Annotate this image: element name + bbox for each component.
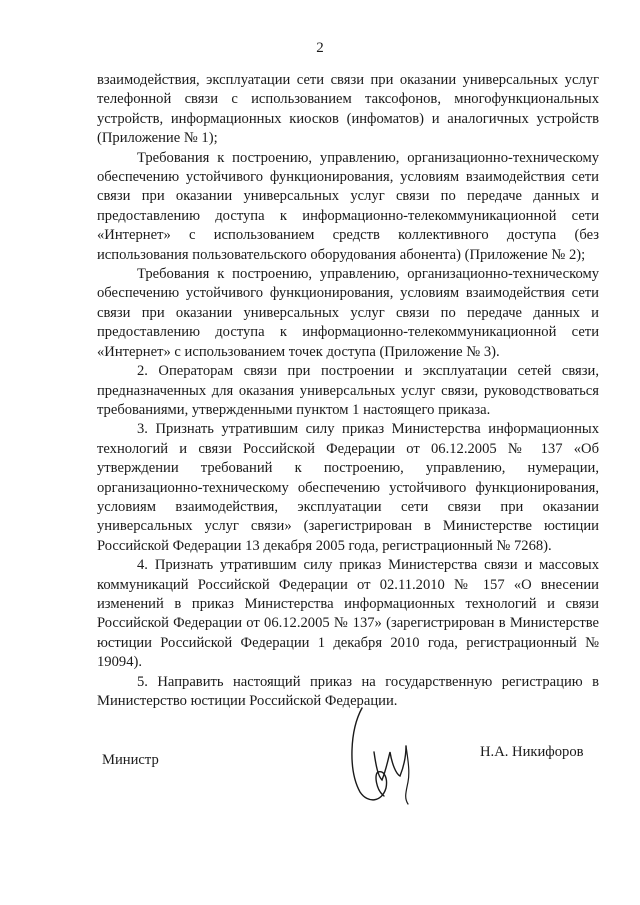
paragraph-appendix-1-continuation: взаимодействия, эксплуатации сети связи при оказании универсальных услуг телефонной связи с использованием таксофонов, многофункциональных устройств, информационных киосков (инфоматов) и аналогичных устройств (Приложение № 1); — [97, 72, 599, 147]
paragraph-item-2: 2. Операторам связи при построении и эксплуатации сетей связи, предназначенных для оказания универсальных услуг связи, руководствоваться требованиями, утвержденными пунктом 1 настоящего приказа. — [97, 363, 599, 418]
page-number: 2 — [316, 40, 324, 56]
handwritten-signature-icon — [348, 700, 428, 810]
document-body — [97, 71, 599, 711]
minister-name: Н.А. Никифоров — [480, 744, 584, 760]
paragraph-appendix-2: Требования к построению, управлению, организационно-техническому обеспечению устойчивого функционирования, условиям взаимодействия сети связи при оказании универсальных услуг связи по передаче данных и предоставлению доступа к информационно-телекоммуникационной сети «Интернет» с использованием средств коллективного доступа (без использования пользовательского оборудования абонента) (Приложение № 2); — [97, 149, 599, 263]
paragraph-appendix-3: Требования к построению, управлению, организационно-техническому обеспечению устойчивого функционирования, условиям взаимодействия сети связи при оказании универсальных услуг связи по передаче данных и предоставлению доступа к информационно-телекоммуникационной сети «Интернет» с использованием точек доступа (Приложение № 3). — [97, 266, 599, 360]
minister-title: Министр — [102, 752, 159, 768]
paragraph-item-3: 3. Признать утратившим силу приказ Министерства информационных технологий и связи Российской Федерации от 06.12.2005 № 137 «Об утверждении требований к построению, управлению, нумерации, организационно-техническому обеспечению устойчивого функционирования, условиям взаимодействия, эксплуатации сети связи при оказании универсальных услуг связи» (зарегистрирован в Министерстве юстиции Российской Федерации 13 декабря 2005 года, регистрационный № 7268). — [97, 421, 599, 554]
paragraph-item-4: 4. Признать утратившим силу приказ Министерства связи и массовых коммуникаций Российской Федерации от 02.11.2010 № 157 «О внесении изменений в приказ Министерства информационных технологий и связи Российской Федерации от 06.12.2005 № 137» (зарегистрирован в Министерстве юстиции Российской Федерации 1 декабря 2010 года, регистрационный № 19094). — [97, 557, 599, 671]
signature-block — [0, 700, 640, 820]
paragraph-item-5: 5. Направить настоящий приказ на государственную регистрацию в Министерство юстиции Российской Федерации. — [97, 673, 599, 709]
